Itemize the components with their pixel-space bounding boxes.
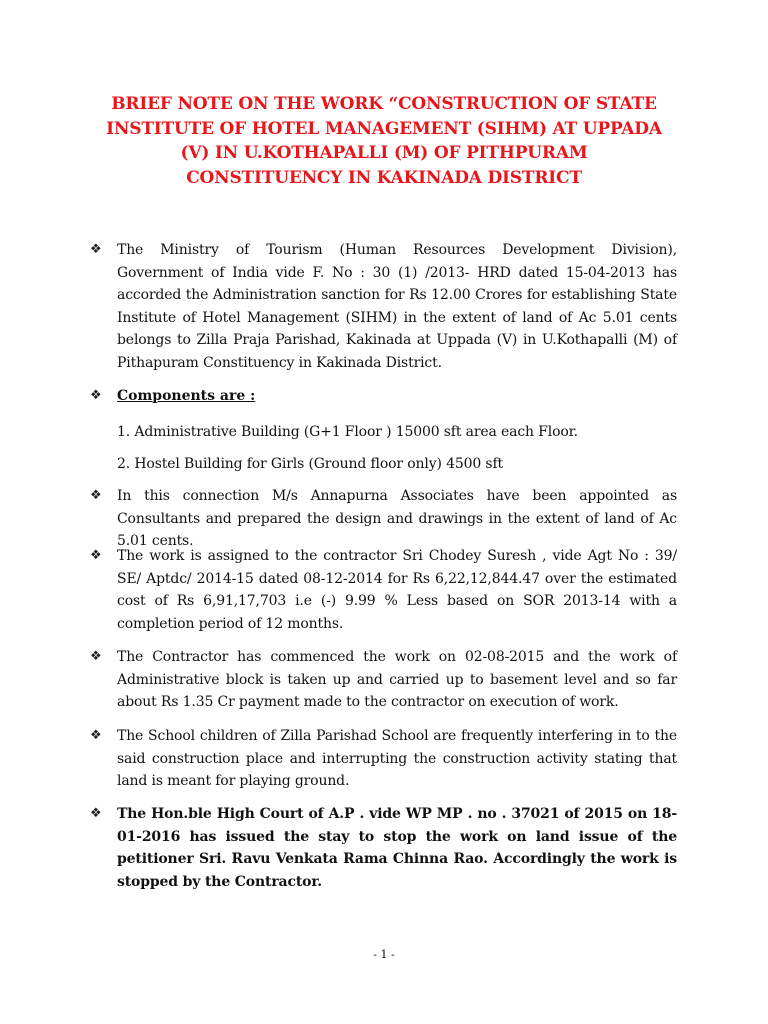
bullet-icon: ❖ xyxy=(90,548,102,563)
paragraph-consultants: In this connection M/s Annapurna Associates have been appointed as Consultants and prepared the design and drawings in the extent of land of Ac 5.01 cents. xyxy=(117,488,677,549)
paragraph-high-court: The Hon.ble High Court of A.P . vide WP MP . no . 37021 of 2015 on 18-01-2016 has issued the stay to stop the work on land issue of the petitioner Sri. Ravu Venkata Rama Chinna Rao. Accordingly the work is stopped by the Contractor. xyxy=(117,806,677,890)
component-item-2: 2. Hostel Building for Girls (Ground floor only) 4500 sft xyxy=(117,456,503,472)
paragraph-progress: The Contractor has commenced the work on 02-08-2015 and the work of Administrative block is taken up and carried up to basement level and so far about Rs 1.35 Cr payment made to the contractor on execution of work. xyxy=(117,649,677,710)
bullet-icon: ❖ xyxy=(90,388,102,403)
bullet-icon: ❖ xyxy=(90,488,102,503)
bullet-icon: ❖ xyxy=(90,242,102,257)
document-title: BRIEF NOTE ON THE WORK “CONSTRUCTION OF STATE INSTITUTE OF HOTEL MANAGEMENT (SIHM) AT UPPADA (V) IN U.KOTHAPALLI (M) OF PITHPURAM CONSTITUENCY IN KAKINADA DISTRICT xyxy=(106,94,662,188)
paragraph-school-children: The School children of Zilla Parishad School are frequently interfering in to the said construction place and interrupting the construction activity stating that land is meant for playing ground. xyxy=(117,728,677,789)
components-heading: Components are : xyxy=(117,388,256,404)
bullet-icon: ❖ xyxy=(90,728,102,743)
bullet-icon: ❖ xyxy=(90,649,102,664)
paragraph-sanction: The Ministry of Tourism (Human Resources Development Division), Government of India vide F. No : 30 (1) /2013- HRD dated 15-04-2013 has accorded the Administration sanction for Rs 12.00 Crores for establishing State Institute of Hotel Management (SIHM) in the extent of land of Ac 5.01 cents belongs to Zilla Praja Parishad, Kakinada at Uppada (V) in U.Kothapalli (M) of Pithapuram Constituency in Kakinada District. xyxy=(117,242,677,371)
bullet-icon: ❖ xyxy=(90,806,102,821)
paragraph-contract: The work is assigned to the contractor Sri Chodey Suresh , vide Agt No : 39/ SE/ Aptdc/ 2014-15 dated 08-12-2014 for Rs 6,22,12,844.47 over the estimated cost of Rs 6,91,17,703 i.e (-) 9.99 % Less based on SOR 2013-14 with a completion period of 12 months. xyxy=(117,548,677,632)
component-item-1: 1. Administrative Building (G+1 Floor ) 15000 sft area each Floor. xyxy=(117,424,578,440)
page-number: - 1 - xyxy=(373,948,395,961)
